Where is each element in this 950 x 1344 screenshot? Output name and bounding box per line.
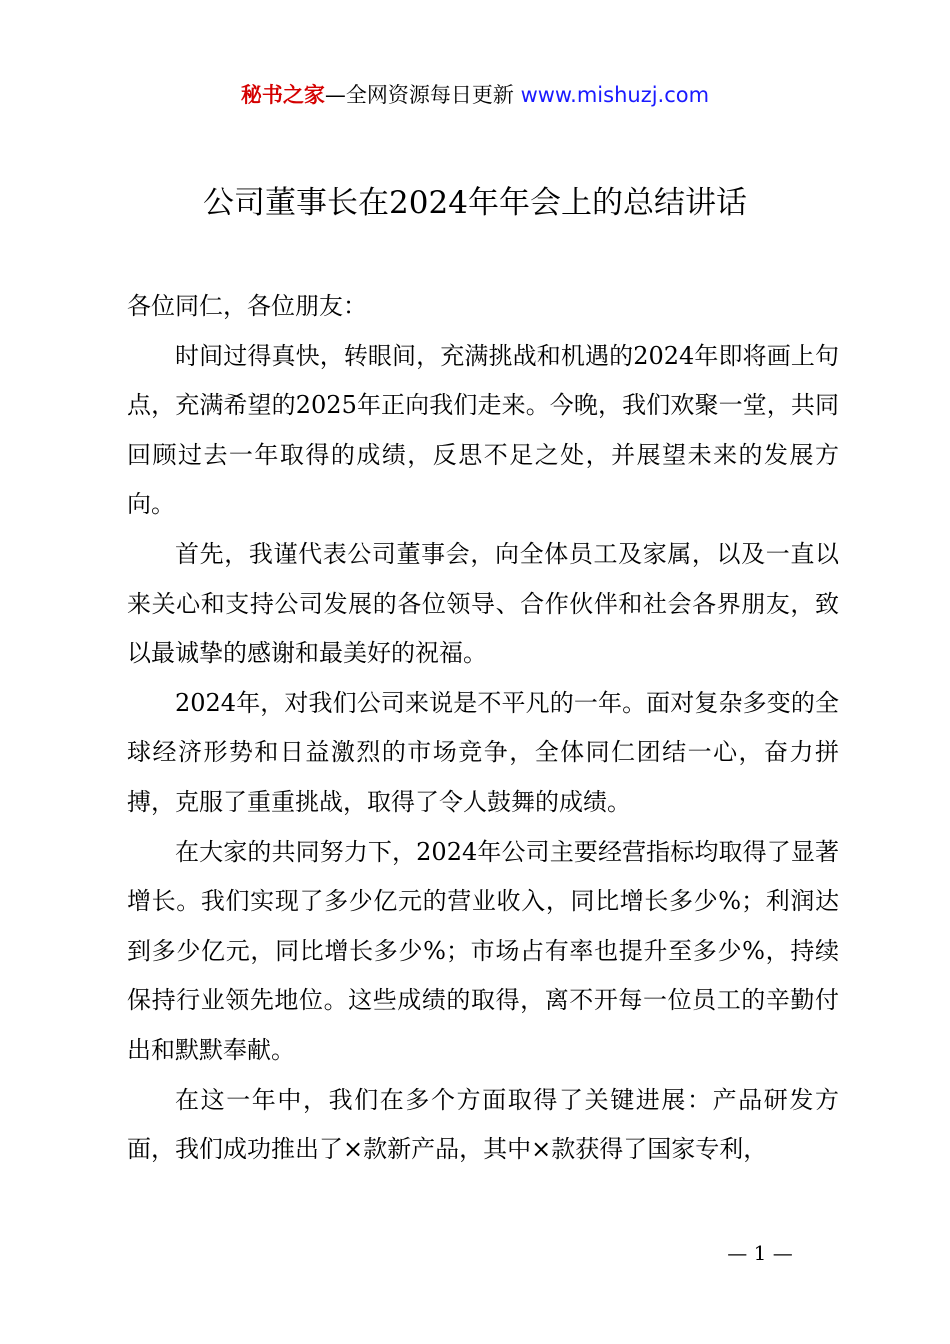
document-title: 公司董事长在2024年年会上的总结讲话 (203, 185, 747, 221)
paragraph: 时间过得真快，转眼间，充满挑战和机遇的2024年即将画上句点，充满希望的2025年正向我们走来。今晚，我们欢聚一堂，共同回顾过去一年取得的成绩，反思不足之处，并展望未来的发展方向。 (127, 341, 839, 519)
brand-name: 秘书之家 (240, 83, 325, 107)
greeting: 各位同仁，各位朋友： (127, 292, 367, 320)
site-header (0, 80, 950, 110)
document-body (127, 282, 839, 1175)
paragraph: 在大家的共同努力下，2024年公司主要经营指标均取得了显著增长。我们实现了多少亿元的营业收入，同比增长多少%；利润达到多少亿元，同比增长多少%；市场占有率也提升至多少%，持续保持行业领先地位。这些成绩的取得，离不开每一位员工的辛勤付出和默默奉献。 (127, 837, 839, 1064)
paragraph: 在这一年中，我们在多个方面取得了关键进展：产品研发方面，我们成功推出了×款新产品，其中×款获得了国家专利， (127, 1085, 839, 1164)
header-tagline: —全网资源每日更新 (324, 83, 514, 107)
site-url-link[interactable]: www.mishuzj.com (520, 83, 710, 107)
paragraph: 2024年，对我们公司来说是不平凡的一年。面对复杂多变的全球经济形势和日益激烈的市场竞争，全体同仁团结一心，奋力拼搏，克服了重重挑战，取得了令人鼓舞的成绩。 (127, 688, 839, 816)
page-number: — 1 — (727, 1241, 793, 1265)
paragraph: 首先，我谨代表公司董事会，向全体员工及家属，以及一直以来关心和支持公司发展的各位领导、合作伙伴和社会各界朋友，致以最诚挚的感谢和最美好的祝福。 (127, 539, 839, 668)
